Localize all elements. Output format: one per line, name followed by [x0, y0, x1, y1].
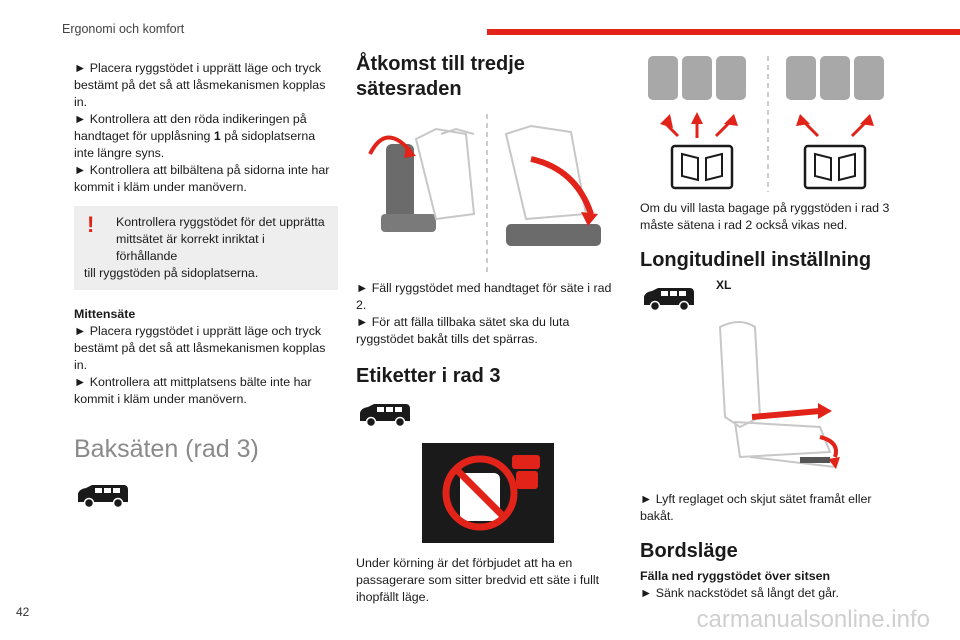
- header-accent-bar: [487, 29, 960, 35]
- label-explanation: Under körning är det förbjudet att ha en passagerare som sitter bredvid ett säte i fullt ihopfällt läge.: [356, 556, 600, 604]
- luggage-instruction: Om du vill lasta bagage på ryggstöden i rad 3 måste sätena i rad 2 också vikas ned.: [640, 201, 890, 232]
- warning-line: Kontrollera ryggstödet för det upprätta: [116, 215, 325, 229]
- heading-line: sätesraden: [356, 78, 462, 100]
- text-part: på sidoplatserna inte längre syns.: [74, 129, 316, 160]
- no-passenger-label: [422, 443, 554, 543]
- instruction-fold-back-seat: ► För att fälla tillbaka sätet ska du luta ryggstödet bakåt tills det spärras.: [356, 315, 570, 346]
- heading-rear-seats: Baksäten (rad 3): [74, 435, 259, 463]
- column-3: [640, 52, 890, 602]
- luggage-load-illustration: [640, 52, 890, 192]
- heading-longitudinal: Longitudinell inställning: [640, 249, 872, 271]
- handle-number: 1: [213, 129, 221, 143]
- variant-row: [640, 278, 890, 311]
- column-1: [74, 60, 338, 510]
- instruction-lower-headrest: ► Sänk nackstödet så långt det går.: [640, 586, 839, 600]
- instruction-check-belts: ► Kontrollera att bilbältena på sidorna inte har kommit i kläm under manövern.: [74, 163, 330, 194]
- subheading-middle-seat: Mittensäte: [74, 307, 136, 321]
- instruction-check-red-indicator: [74, 111, 338, 162]
- column-2: [356, 52, 618, 606]
- van-icon: [640, 285, 698, 313]
- van-icon: [74, 482, 132, 510]
- heading-table-mode: Bordsläge: [640, 540, 738, 562]
- instruction-upright-backrest: ► Placera ryggstödet i upprätt läge och tryck bestämt på det så att låsmekanismen kopplas in.: [74, 61, 326, 109]
- warning-icon: !: [87, 212, 95, 237]
- instruction-slide-seat: ► Lyft reglaget och skjut sätet framåt eller bakåt.: [640, 492, 872, 523]
- warning-line: till ryggstöden på sidoplatserna.: [84, 266, 259, 280]
- section-title: Ergonomi och komfort: [62, 22, 185, 36]
- subheading-fold-backrest: Fälla ned ryggstödet över sitsen: [640, 569, 831, 583]
- page-number: 42: [16, 605, 30, 619]
- van-icon: [356, 401, 414, 429]
- heading-labels-row3: Etiketter i rad 3: [356, 365, 501, 387]
- seat-slide-illustration: [640, 317, 890, 487]
- instruction-fold-backrest: ► Fäll ryggstödet med handtaget för säte i rad 2.: [356, 281, 612, 312]
- variant-label: XL: [716, 278, 732, 292]
- watermark: carmanualsonline.info: [696, 606, 930, 633]
- warning-line: mittsätet är korrekt inriktat i förhållande: [116, 232, 265, 263]
- heading-access-third-row: [356, 52, 618, 102]
- instruction-middle-upright: ► Placera ryggstödet i upprätt läge och tryck bestämt på det så att låsmekanismen kopplas in.: [74, 324, 326, 372]
- warning-text: [84, 214, 328, 282]
- heading-line: Åtkomst till tredje: [356, 53, 525, 75]
- seat-fold-illustration: [356, 114, 618, 274]
- text-part: ► Kontrollera att den röda indikeringen på handtaget för upplåsning: [74, 112, 307, 143]
- warning-box: [74, 206, 338, 290]
- instruction-middle-belt: ► Kontrollera att mittplatsens bälte inte har kommit i kläm under manövern.: [74, 375, 312, 406]
